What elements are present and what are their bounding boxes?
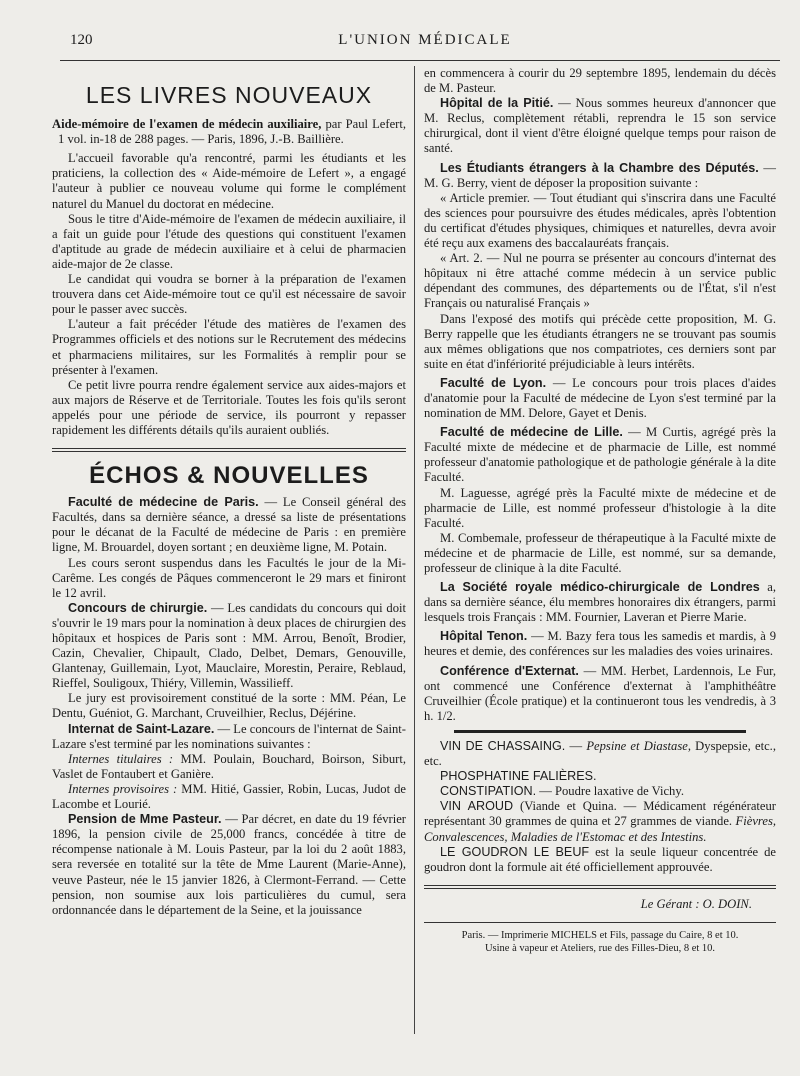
right-column [424,66,776,955]
ad-phosphatine: PHOSPHATINE FALIÈRES. [440,769,597,784]
internes-provisoires: Internes provisoires : MM. Hitié, Gassier, Robin, Lucas, Judot de Lacombe et Lourié. [52,781,406,812]
ad-vin-aroud: VIN AROUD (Viande et Quina. — Médicament régénérateur représentant 30 grammes de quina et 27 grammes de viande. Fièvres, Convalescences, Maladies de l'Estomac et des Intestins. [424,799,776,844]
livres-paragraph-2: Sous le titre d'Aide-mémoire de l'examen de médecin auxiliaire, il a fait un guide pour l'étude des questions qui constituent l'examen d'aptitude au grade de médecin auxiliaire et à celui de pharmacien aide-major de 2e classe. [52,211,406,271]
printer-info [424,922,776,955]
section-divider [52,448,406,452]
left-column [52,66,406,918]
news-heading: Conférence d'Externat. [440,663,579,678]
column-divider [414,66,415,1034]
usine: Usine à vapeur et Ateliers, rue des Filles-Dieu, 8 et 10. [484,942,716,954]
page-header [70,28,780,54]
news-concours-2: Le jury est provisoirement constitué de la sorte : MM. Péan, Le Dentu, Guéniot, G. Marchant, Cruveilhier, Reclus, Déjérine. [52,691,406,721]
livres-paragraph-5: Ce petit livre pourra rendre également service aux aides-majors et aux majors de Réserve et de Territoriale. Toutes les fois qu'ils seront appelés pour une période de service, ils pourront y repasser rapidement les différents détails qu'ils auraient oubliés. [52,377,406,437]
ad-vin-chassaing: VIN DE CHASSAING. — Pepsine et Diastase, Dyspepsie, etc., etc. [424,738,776,769]
news-heading: Faculté de médecine de Paris. [68,495,259,510]
livres-paragraph-3: Le candidat qui voudra se borner à la préparation de l'examen trouvera dans cet Aide-mémoire tout ce qu'il est nécessaire de savoir pour le passer avec succès. [52,272,406,317]
livres-paragraph-1: L'accueil favorable qu'a rencontré, parmi les étudiants et les praticiens, la collection des « Aide-mémoire de Lefert », a engagé l'auteur à publier ce nouveau volume qui forme le complément naturel du Manuel du doctorat en médecine. [52,151,406,211]
news-fac-paris-2: Les cours seront suspendus dans les Facultés le jour de la Mi-Carême. Les congés de Pâques commenceront le 29 mars et finiront le 12 avril. [52,555,406,600]
news-heading: Faculté de médecine de Lille. [440,425,623,440]
news-externat: Conférence d'Externat. — MM. Herbet, Lardennois, Le Fur, ont commencé une Conférence d'externat à l'amphithéâtre Cruveilhier (École pratique) et la continueront tous les vendredis, à 3 h. 1/2. [424,663,776,723]
news-heading: Faculté de Lyon. [440,375,547,390]
news-londres: La Société royale médico-chirurgicale de Londres a, dans sa dernière séance, élu membres honoraires dix étrangers, parmi lesquels trois Français : MM. Fournier, Laveran et Pierre Marie. [424,580,776,625]
header-rule [60,60,780,61]
news-heading: Concours de chirurgie. [68,600,208,615]
news-pitie: Hôpital de la Pitié. — Nous sommes heureux d'annoncer que M. Reclus, complètement rétabli, reprendra le 15 son service chirurgical, dont il vient d'être éloigné quelque temps pour raison de santé. [424,96,776,156]
news-lille: Faculté de médecine de Lille. — M Curtis, agrégé près la Faculté mixte de médecine et de pharmacie de Lille, est nommé professeur d'anatomie pathologique et de pathologie générale à la dite Faculté. [424,425,776,485]
ad-goudron: LE GOUDRON LE BEUF est la seule liqueur concentrée de goudron dont la formule ait été officiellement approuvée. [424,844,776,874]
news-fac-paris: Faculté de médecine de Paris. — Le Conseil général des Facultés, dans sa dernière séance, a dressé sa liste de présentations pour le décanat de la Faculté de médecine de Paris : en première ligne, M. Brouardel, doyen sortant ; en deuxième ligne, M. Potain. [52,495,406,555]
news-concours: Concours de chirurgie. — Les candidats du concours qui doit s'ouvrir le 19 mars pour la nomination à deux places de chirurgien des hôpitaux et hospices de Paris sont : MM. Arrou, Benoît, Brodier, Cazin, Chevalier, Chipault, Clado, Delbet, Demars, Genouville, Glantenay, Guillemain, Lyot, Mauclaire, Morestin, Peraire, Reblaud, Rieffel, Souligoux, Thiéry, Villemin, Wassilieff. [52,600,406,691]
news-etudiants: Les Étudiants étrangers à la Chambre des Députés. — M. G. Berry, vient de déposer la proposition suivante : [424,160,776,190]
news-heading: Hôpital de la Pitié. [440,96,554,111]
book-entry [52,117,406,147]
news-internat: Internat de Saint-Lazare. — Le concours de l'internat de Saint-Lazare s'est terminé par les nominations suivantes : [52,721,406,751]
news-lille-3: M. Combemale, professeur de thérapeutique à la Faculté mixte de médecine et de pharmacie de Lille, est nommé, sur sa demande, professeur de clinique à la dite Faculté. [424,530,776,575]
footer-divider [424,885,776,889]
news-pension: Pension de Mme Pasteur. — Par décret, en date du 19 février 1896, la pension civile de 25,000 francs, concédée à titre de récompense nationale à M. Louis Pasteur, par la loi du 2 août 1883, sera reversée en totalité sur la tête de Mme Laurent (Marie-Anne), veuve Pasteur, née le 15 janvier 1826, à Clermont-Ferrand. — Cette pension, non soumise aux lois particulières du cumul, sera ordonnancée dans le département de la Seine, et la jouissance [52,812,406,917]
ad-constipation: CONSTIPATION. — Poudre laxative de Vichy. [440,784,684,799]
expose-motifs: Dans l'exposé des motifs qui précède cette proposition, M. G. Berry rappelle que les étudiants étrangers ne se trouvant pas soumis aux mêmes obligations que nos compatriotes, ces derniers sont par suite en état d'infériorité préjudiciable à leurs intérêts. [424,311,776,371]
news-heading: Internat de Saint-Lazare. [68,721,215,736]
advertisements [424,739,776,875]
news-lyon: Faculté de Lyon. — Le concours pour trois places d'aides d'anatomie pour la Faculté de médecine de Lyon s'est terminé par la nomination de MM. Delore, Gayet et Denis. [424,375,776,421]
livres-paragraph-4: L'auteur a fait précéder l'étude des matières de l'examen des Programmes officiels et des notions sur le Recrutement des médecins et pharmaciens militaires, sur les Formalités à remplir pour se présenter à l'examen. [52,317,406,377]
news-heading: Hôpital Tenon. [440,629,528,644]
news-tenon: Hôpital Tenon. — M. Bazy fera tous les samedis et mardis, à 9 heures et demie, des conférences sur les maladies des voies urinaires. [424,629,776,659]
news-pension-continued: en commencera à courir du 29 septembre 1895, lendemain du décès de M. Pasteur. [424,66,776,96]
internes-titulaires: Internes titulaires : MM. Poulain, Bouchard, Boirson, Siburt, Vaslet de Fontaubert et Ganière. [52,751,406,781]
section-title-echos: ÉCHOS & NOUVELLES [89,462,369,490]
section-title-livres: LES LIVRES NOUVEAUX [85,82,373,108]
ads-divider [454,730,746,733]
journal-title: L'UNION MÉDICALE [338,32,512,48]
book-reference: par Paul Lefert, 1 vol. in-18 de 288 pages. — Paris, 1896, J.-B. Baillière. [58,117,407,147]
imprimerie: Paris. — Imprimerie MICHELS et Fils, passage du Caire, 8 et 10. [461,929,739,941]
news-heading: Pension de Mme Pasteur. [68,812,222,827]
article-1: « Article premier. — Tout étudiant qui s'inscrira dans une Faculté des sciences pour poursuivre des études médicales, après l'obtention du certificat d'études physiques, chimiques et naturelles, devra avoir été reçu aux examens des baccalauréats français. [424,190,776,251]
news-heading: La Société royale médico-chirurgicale de Londres [440,580,760,595]
article-2: « Art. 2. — Nul ne pourra se présenter au concours d'internat des hôpitaux ni être attaché comme médecin à un service public dépendant des communes, des départements ou de l'État, s'il n'est Français ou naturalisé Français » [424,251,776,311]
gerant: Le Gérant : O. DOIN. [640,896,752,911]
book-title: Aide-mémoire de l'examen de médecin auxiliaire, [52,117,322,132]
page-number: 120 [70,32,93,48]
news-lille-2: M. Laguesse, agrégé près la Faculté mixte de médecine et de pharmacie de Lille, est nommé professeur d'histologie à la dite Faculté. [424,485,776,530]
news-heading: Les Étudiants étrangers à la Chambre des Députés. [440,160,759,175]
